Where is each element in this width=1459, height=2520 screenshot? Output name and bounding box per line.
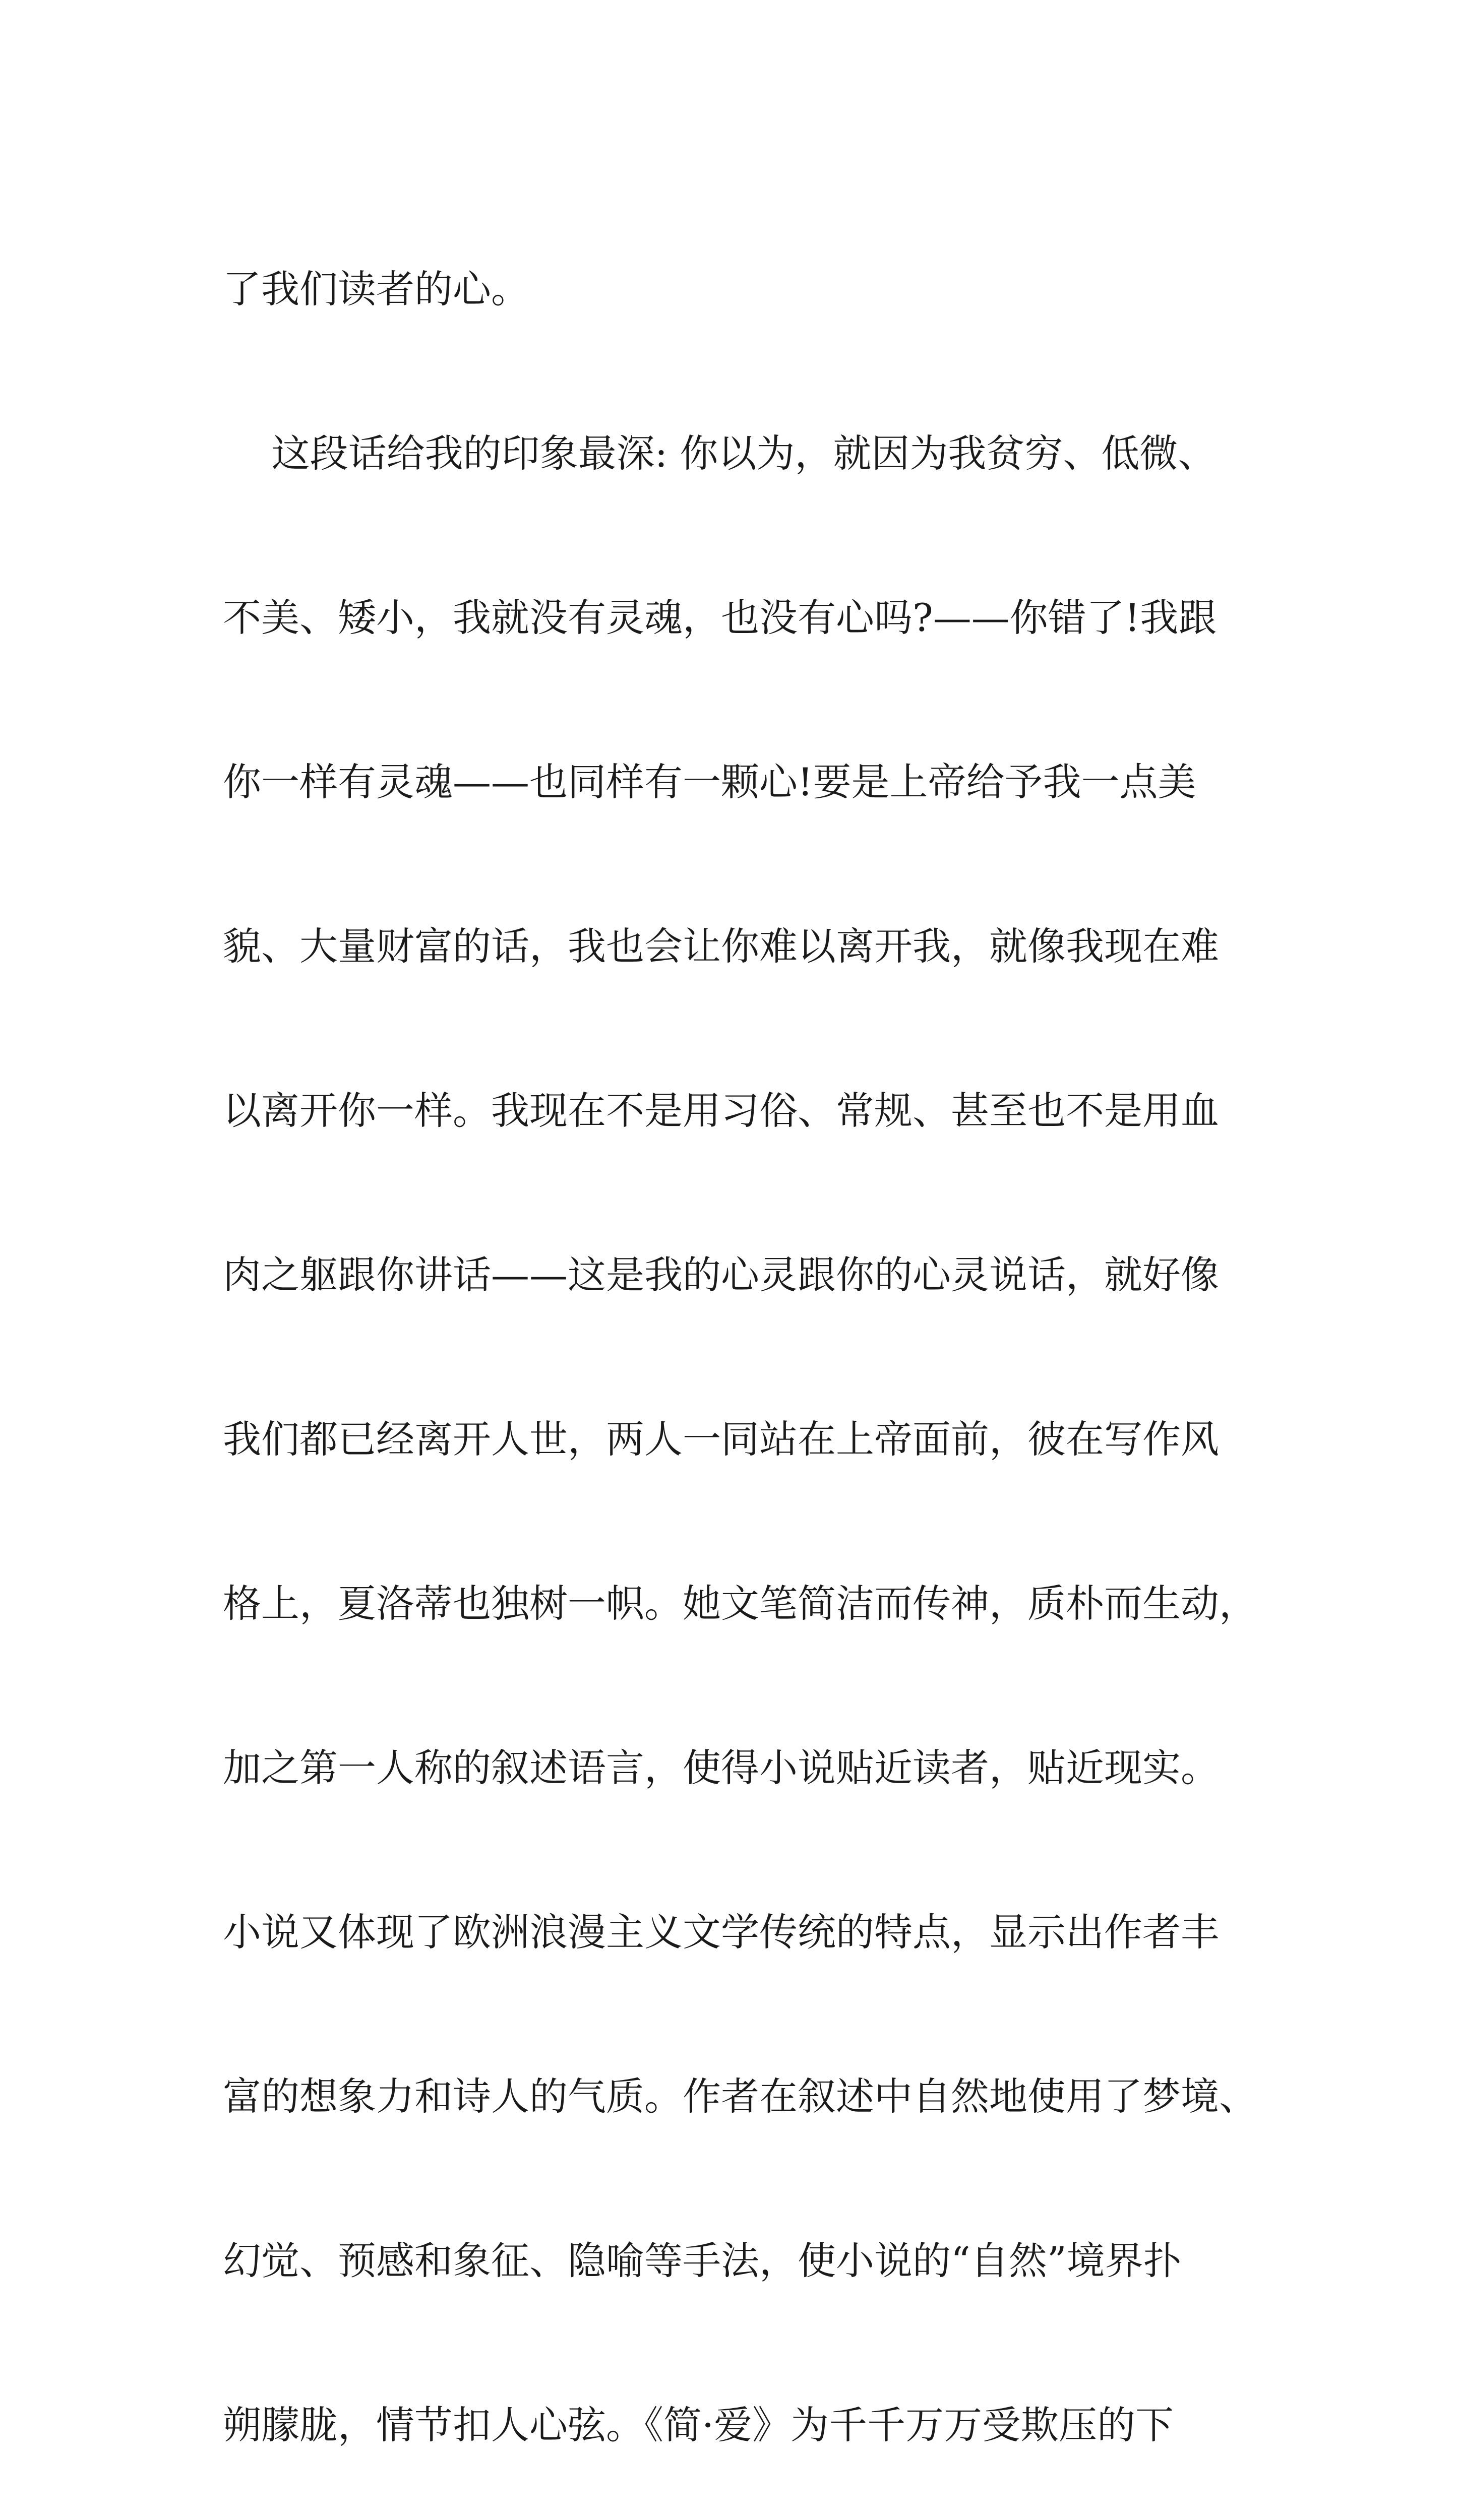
text-line: 了我们读者的心。 [223, 267, 529, 311]
text-line: 幻觉、预感和象征、隐喻等手法，使小说的“自然”境界扑 [223, 2238, 1182, 2283]
text-line: 肉之躯跟你讲话——这是我的心灵跟你的心灵说话，就好像 [223, 1252, 1219, 1297]
text-line: 貌、大量财富的话，我也会让你难以离开我，就像我现在难 [223, 924, 1219, 969]
text-line: 富的想象力和诗人的气质。作者在叙述中自然地使用了梦境、 [223, 2074, 1257, 2119]
text-line: 格上，夏洛蒂也独树一帜。她文笔简洁而传神，质朴而生动， [223, 1581, 1257, 1626]
text-line: 我们都已经离开人世，两人一同站在上帝面前，彼在写作风 [223, 1417, 1219, 1462]
text-line: 你一样有灵魂——也同样有一颗心!要是上帝给予我一点美 [223, 760, 1196, 804]
text-line: 加之第一人称的叙述语言，使得小说贴近读者，贴近现实。 [223, 1745, 1219, 1790]
text-line: 小说又体现了欧洲浪漫主义文学传统的特点，显示出作者丰 [223, 1910, 1219, 1955]
text-line: 以离开你一样。我现在不是用习俗、常规、甚至也不是用血 [223, 1088, 1219, 1133]
text-line: 这段话给我的印象最深: 你以为，就因为我贫穷、低微、 [223, 431, 1217, 476]
text-line: 朔朦胧，情节扣人心弦。《简·爱》为千千万万受欺压的下 [223, 2403, 1174, 2447]
text-line: 不美、矮小，我就没有灵魂，也没有心吗?——你错了!我跟 [223, 595, 1217, 640]
body-text [223, 162, 1257, 2520]
